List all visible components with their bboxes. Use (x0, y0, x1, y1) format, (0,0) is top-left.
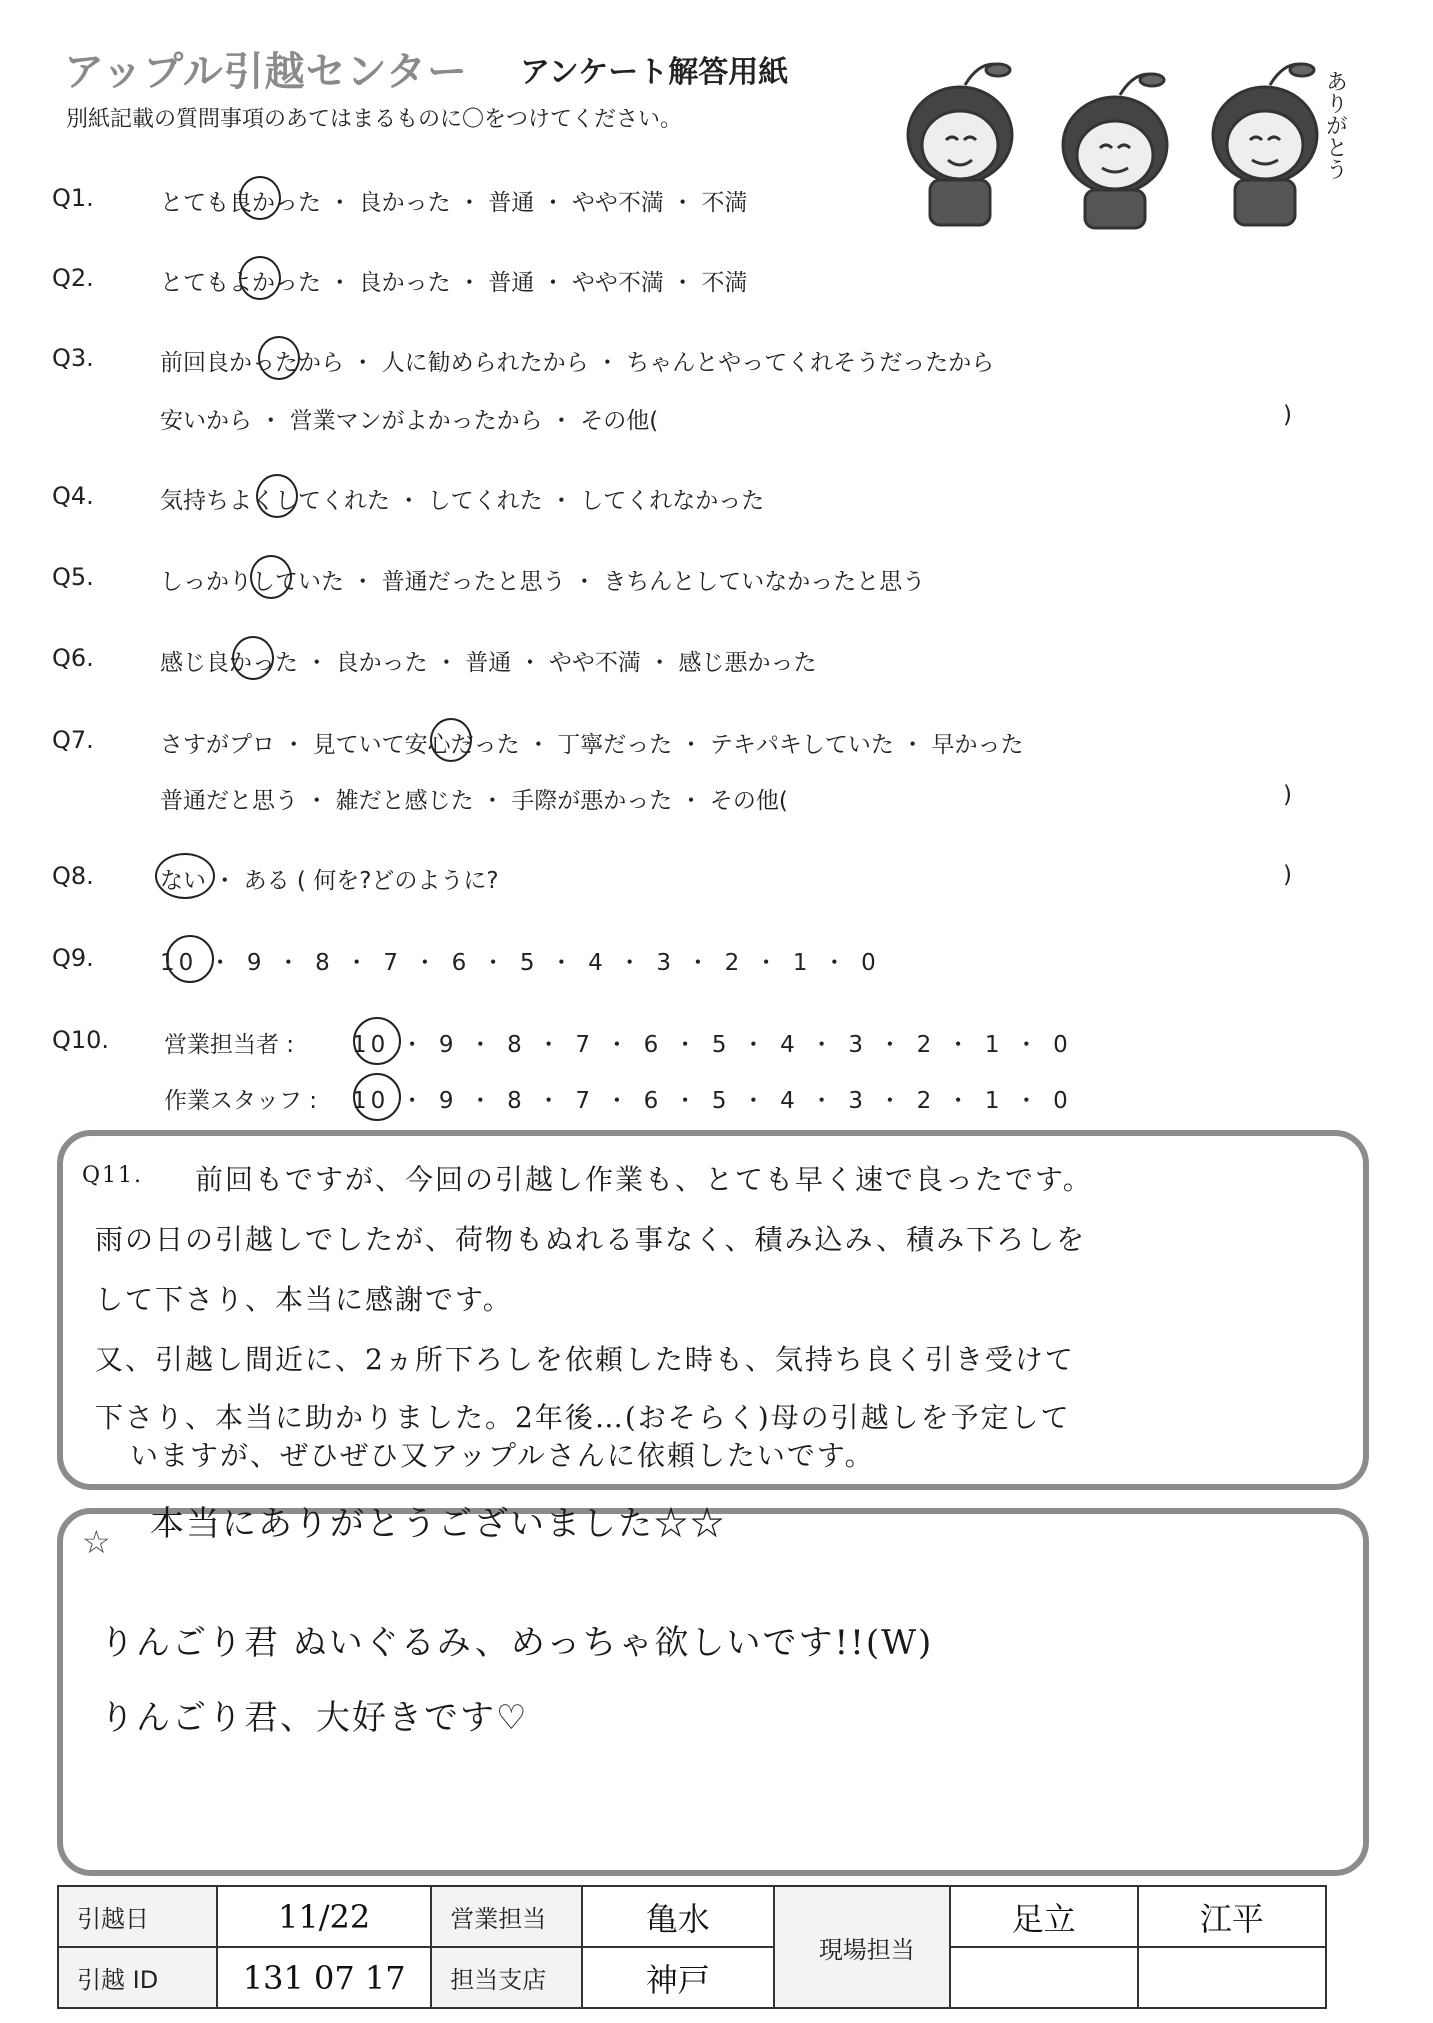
q9-scale[interactable]: 10 ・ 9 ・ 8 ・ 7 ・ 6 ・ 5 ・ 4 ・ 3 ・ 2 ・ 1 ・ 0 (160, 950, 880, 976)
q1-selection-circle (239, 176, 281, 220)
q3-paren-close: ) (1283, 402, 1292, 428)
q3-options-line2[interactable]: 安いから ・ 営業マンがよかったから ・ その他( (160, 408, 659, 434)
q5-selection-circle (250, 555, 292, 599)
q10-staff-label: 作業スタッフ : (164, 1088, 318, 1114)
q11-line-5: 下さり、本当に助かりました。2年後…(おそらく)母の引越しを予定して (95, 1401, 1071, 1434)
q2-selection-circle (239, 256, 281, 300)
comment-line-1: 本当にありがとうございました☆☆ (150, 1504, 726, 1544)
move-info-table (57, 1885, 1327, 2009)
q9-label: Q9. (52, 944, 94, 972)
q3-options-line1[interactable]: 前回良かったから ・ 人に勧められたから ・ ちゃんとやってくれそうだったから (160, 350, 995, 376)
branch-value: 神戸 (582, 1947, 774, 2008)
q4-options[interactable]: 気持ちよくしてくれた ・ してくれた ・ してくれなかった (160, 488, 765, 514)
company-title: アップル引越センター (64, 49, 468, 95)
q6-selection-circle (232, 636, 274, 680)
q10-sales-scale[interactable]: 10 ・ 9 ・ 8 ・ 7 ・ 6 ・ 5 ・ 4 ・ 3 ・ 2 ・ 1 ・ 0 (352, 1032, 1072, 1058)
q10-staff-selection-circle (353, 1073, 401, 1121)
q11-line-4: 又、引越し間近に、2ヵ所下ろしを依頼した時も、気持ち良く引き受けて (95, 1343, 1075, 1376)
form-subtitle: アンケート解答用紙 (520, 55, 789, 90)
mascot-center (1063, 74, 1167, 228)
sales-rep-label: 営業担当 (431, 1886, 581, 1947)
q7-paren-close: ) (1283, 782, 1292, 808)
q2-options[interactable]: とてもよかった ・ 良かった ・ 普通 ・ やや不満 ・ 不満 (160, 270, 748, 296)
q8-selection-circle (155, 853, 215, 899)
site-staff-blank-2 (1138, 1947, 1326, 2008)
q3-label: Q3. (52, 344, 94, 372)
q4-selection-circle (256, 474, 298, 518)
q11-label: Q11. (82, 1163, 144, 1188)
move-date-value: 11/22 (217, 1886, 431, 1947)
mascot-left (908, 64, 1012, 225)
q10-staff-scale[interactable]: 10 ・ 9 ・ 8 ・ 7 ・ 6 ・ 5 ・ 4 ・ 3 ・ 2 ・ 1 ・ 0 (352, 1088, 1072, 1114)
move-date-label: 引越日 (58, 1886, 217, 1947)
q7-selection-circle (430, 718, 472, 762)
q11-line-3: して下さり、本当に感謝です。 (95, 1283, 513, 1316)
site-staff-2: 江平 (1138, 1886, 1326, 1947)
comment-line-2: りんごり君 ぬいぐるみ、めっちゃ欲しいです!!(W) (100, 1623, 934, 1663)
q11-line-1: 前回もですが、今回の引越し作業も、とても早く速で良ったです。 (195, 1163, 1093, 1196)
q6-options[interactable]: 感じ良かった ・ 良かった ・ 普通 ・ やや不満 ・ 感じ悪かった (160, 650, 817, 676)
q5-label: Q5. (52, 563, 94, 591)
q3-selection-circle (258, 336, 300, 380)
instruction-text: 別紙記載の質問事項のあてはまるものに〇をつけてください。 (66, 107, 683, 132)
move-id-value: 131 07 17 (217, 1947, 431, 2008)
star-icon: ☆ (82, 1523, 113, 1561)
comment-line-3: りんごり君、大好きです♡ (100, 1698, 529, 1738)
mascot-illustration (880, 40, 1350, 230)
branch-label: 担当支店 (431, 1947, 581, 2008)
q9-selection-circle (166, 935, 214, 983)
move-id-label: 引越 ID (58, 1947, 217, 2008)
q8-options[interactable]: ない ・ ある ( 何を?どのように? (160, 868, 499, 894)
q2-label: Q2. (52, 264, 94, 292)
mascot-caption: ありがとう (1322, 70, 1348, 180)
q10-sales-label: 営業担当者 : (164, 1032, 295, 1058)
q10-label: Q10. (52, 1026, 110, 1054)
q8-label: Q8. (52, 862, 94, 890)
q7-options-line1[interactable]: さすがプロ ・ 見ていて安心だった ・ 丁寧だった ・ テキパキしていた ・ 早かった (160, 732, 1024, 758)
site-staff-1: 足立 (950, 1886, 1138, 1947)
q7-options-line2[interactable]: 普通だと思う ・ 雑だと感じた ・ 手際が悪かった ・ その他( (160, 788, 788, 814)
q4-label: Q4. (52, 482, 94, 510)
q5-options[interactable]: しっかりしていた ・ 普通だったと思う ・ きちんとしていなかったと思う (160, 569, 926, 595)
q6-label: Q6. (52, 644, 94, 672)
q11-line-6: いますが、ぜひぜひ又アップルさんに依頼したいです。 (130, 1439, 875, 1472)
q8-paren-close: ) (1283, 862, 1292, 888)
mascot-right (1213, 64, 1317, 225)
q1-options[interactable]: とても良かった ・ 良かった ・ 普通 ・ やや不満 ・ 不満 (160, 190, 748, 216)
q11-line-2: 雨の日の引越しでしたが、荷物もぬれる事なく、積み込み、積み下ろしを (95, 1223, 1087, 1256)
q10-sales-selection-circle (353, 1017, 401, 1065)
q7-label: Q7. (52, 726, 94, 754)
site-staff-blank-1 (950, 1947, 1138, 2008)
q1-label: Q1. (52, 184, 94, 212)
site-staff-label: 現場担当 (774, 1886, 950, 2008)
sales-rep-value: 亀水 (582, 1886, 774, 1947)
